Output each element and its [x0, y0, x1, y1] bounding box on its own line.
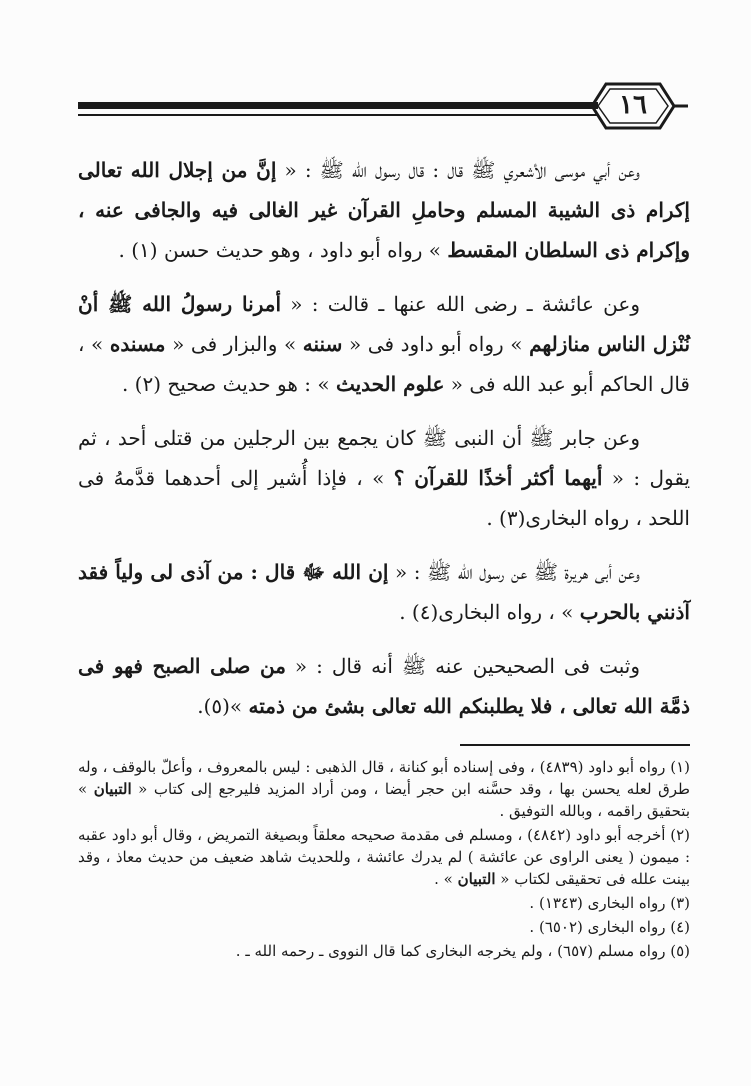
page-number-frame — [578, 80, 688, 132]
main-text — [78, 150, 690, 740]
footnotes — [78, 756, 690, 964]
hadith-text: من صلى الصبح فهو فى ذمَّة الله تعالى ، فلا يطلبنكم الله تعالى بشئ من ذمته — [78, 654, 690, 718]
book-title: سننه — [302, 332, 343, 356]
text-run: (٢) أخرجه أبو داود (٤٨٤٢) ، ومسلم فى مقدمة صحيحه معلقاً وبصيغة التمريض ، وقال أبو داود عقبه : ميمون ( يعنى الراوى عن عائشة ) لم يدرك عائشة ، وللحديث شاهد ضعيف من حديث معاذ ، وقد بينت علله فى تحقيقى لكتاب « — [78, 826, 690, 888]
footnote-1 — [78, 756, 690, 822]
hadith-text: إنَّ من إجلال الله تعالى إكرام ذى الشيبة المسلم وحاملِ القرآن غير الغالى فيه والجافى عنه ، وإكرام ذى السلطان المقسط — [78, 158, 690, 262]
text-run: (١) رواه أبو داود (٤٨٣٩) ، وفى إسناده أبو كنانة ، قال الذهبى : ليس بالمعروف ، وأعلّ بالوقف ، وله طرق لعله يحسن بها ، وقد حسَّنه ابن حجر أيضا ، ومن أراد المزيد فليرجع إلى كتاب « — [78, 758, 690, 798]
text-run: وعن أبي موسى الأشعري ﷺ قال : قال رسول الله ﷺ : « — [276, 158, 641, 182]
paragraph-2 — [78, 284, 690, 404]
text-run: » والبزار فى « — [165, 332, 303, 356]
hadith-text: أمرنا رسولُ الله ﷺ أنْ نُنْزل الناس منازلهم — [78, 292, 691, 356]
header-rule-thin — [78, 114, 598, 116]
text-run: »(٥). — [197, 694, 249, 718]
text-run: » : هو حديث صحيح (٢) . — [121, 372, 336, 396]
text-run: » بتحقيق راقمه ، وبالله التوفيق . — [78, 780, 690, 820]
hadith-text: أيهما أكثر أخذًا للقرآن ؟ — [393, 466, 603, 490]
text-run: وعن عائشة ـ رضى الله عنها ـ قالت : « — [281, 292, 641, 316]
text-run: وعن جابر ﷺ أن النبى ﷺ كان يجمع بين الرجلين من قتلى أحد ، ثم يقول : « — [78, 426, 691, 490]
text-run: » رواه أبو داود فى « — [342, 332, 530, 356]
footnote-2 — [78, 824, 690, 890]
text-run: » رواه أبو داود ، وهو حديث حسن (١) . — [118, 238, 448, 262]
footnote-4 — [78, 916, 690, 938]
footnote-3 — [78, 892, 690, 914]
book-title: التبيان — [457, 870, 496, 888]
text-run: » . — [434, 870, 458, 888]
text-run: وثبت فى الصحيحين عنه ﷺ أنه قال : « — [285, 654, 641, 678]
book-title: مسنده — [109, 332, 166, 356]
text-run: » ، رواه البخارى(٤) . — [399, 600, 580, 624]
paragraph-5 — [78, 646, 690, 726]
text-run: » ، فإذا أُشير إلى أحدهما قدَّمهُ فى اللحد ، رواه البخارى(٣) . — [78, 466, 690, 530]
book-title: التبيان — [93, 780, 132, 798]
paragraph-4 — [78, 552, 690, 632]
page-header — [78, 76, 688, 136]
text-run: (٤) رواه البخارى (٦٥٠٢) . — [529, 918, 690, 936]
header-rule-thick — [78, 102, 598, 109]
hadith-text: إن الله ﷻ قال : من آذى لى ولياً فقد آذنني بالحرب — [78, 560, 690, 624]
paragraph-3 — [78, 418, 690, 538]
footnote-separator — [460, 744, 690, 746]
page-number: ١٦ — [619, 90, 647, 120]
paragraph-1 — [78, 150, 690, 270]
text-run: (٥) رواه مسلم (٦٥٧) ، ولم يخرجه البخارى كما قال النووى ـ رحمه الله ـ . — [235, 942, 690, 960]
text-run: » ، قال الحاكم أبو عبد الله فى « — [78, 332, 690, 396]
text-run: وعن أبى هريرة ﷺ عن رسول الله ﷺ : « — [388, 560, 640, 584]
text-run: (٣) رواه البخارى (١٣٤٣) . — [529, 894, 690, 912]
footnote-5 — [78, 940, 690, 962]
book-title: علوم الحديث — [335, 372, 445, 396]
